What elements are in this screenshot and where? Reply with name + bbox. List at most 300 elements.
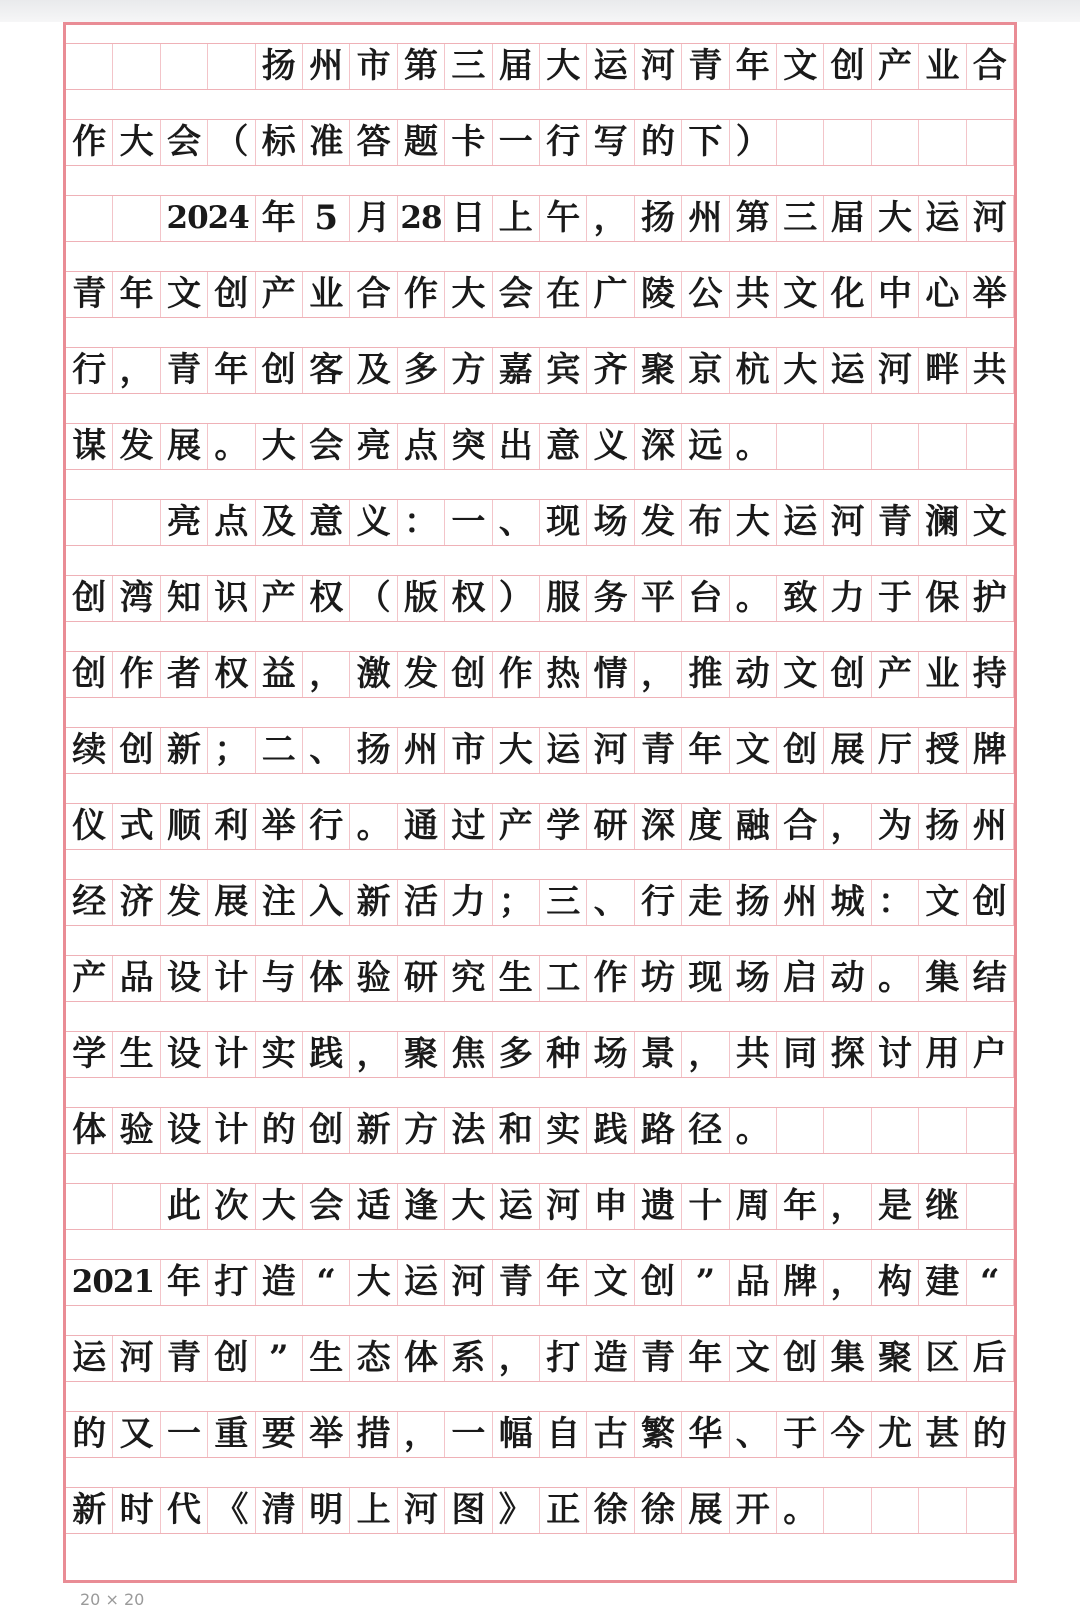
grid-row — [66, 1411, 1014, 1458]
grid-cell: 又 — [113, 1412, 160, 1457]
grid-cell: 河 — [967, 196, 1014, 241]
grid-cell: 第 — [730, 196, 777, 241]
grid-cell: 致 — [777, 576, 824, 621]
grid-cell — [872, 1108, 919, 1153]
grid-cell — [66, 500, 113, 545]
grid-cell: 化 — [824, 272, 871, 317]
grid-cell: 多 — [398, 348, 445, 393]
grid-cell — [777, 120, 824, 165]
grid-cell: 》 — [493, 1488, 540, 1533]
grid-cell: 写 — [587, 120, 634, 165]
grid-cell: 创 — [445, 652, 492, 697]
grid-cell: 体 — [66, 1108, 113, 1153]
grid-cell: 会 — [161, 120, 208, 165]
grid-cell: 产 — [256, 272, 303, 317]
grid-cell: 用 — [919, 1032, 966, 1077]
grid-cell: 文 — [777, 652, 824, 697]
grid-cell: 文 — [967, 500, 1014, 545]
grid-cell — [967, 1108, 1014, 1153]
grid-cell: 究 — [445, 956, 492, 1001]
grid-cell: 保 — [919, 576, 966, 621]
grid-cell: 活 — [398, 880, 445, 925]
grid-cell: 午 — [540, 196, 587, 241]
grid-cell: 运 — [398, 1260, 445, 1305]
grid-cell: 河 — [113, 1336, 160, 1381]
grid-cell: 作 — [493, 652, 540, 697]
grid-cell: 热 — [540, 652, 587, 697]
grid-cell: 计 — [208, 1032, 255, 1077]
grid-cell: 开 — [730, 1488, 777, 1533]
grid-cell: 通 — [398, 804, 445, 849]
grid-cell: 造 — [587, 1336, 634, 1381]
grid-cell: 运 — [824, 348, 871, 393]
grid-cell: 青 — [161, 1336, 208, 1381]
grid-cell: 新 — [350, 1108, 397, 1153]
grid-cell: ， — [824, 804, 871, 849]
grid-cell: 大 — [730, 500, 777, 545]
grid-cell: 亮 — [350, 424, 397, 469]
grid-cell: 济 — [113, 880, 160, 925]
grid-cell: 年 — [730, 44, 777, 89]
grid-cell: ， — [493, 1336, 540, 1381]
grid-cell: 谋 — [66, 424, 113, 469]
grid-cell: 自 — [540, 1412, 587, 1457]
grid-cell: 。 — [730, 424, 777, 469]
grid-cell: 州 — [303, 44, 350, 89]
grid-cell: 文 — [777, 44, 824, 89]
grid-cell: ， — [587, 196, 634, 241]
grid-cell: 计 — [208, 956, 255, 1001]
grid-cell: 打 — [540, 1336, 587, 1381]
grid-cell: 的 — [967, 1412, 1014, 1457]
grid-cell: 情 — [587, 652, 634, 697]
grid-cell: 展 — [682, 1488, 729, 1533]
grid-cell: 出 — [493, 424, 540, 469]
grid-cell: 续 — [66, 728, 113, 773]
grid-cell: 准 — [303, 120, 350, 165]
grid-cell — [919, 424, 966, 469]
grid-cell: 创 — [208, 272, 255, 317]
grid-cell: 聚 — [398, 1032, 445, 1077]
grid-cell: 举 — [303, 1412, 350, 1457]
grid-cell: 河 — [445, 1260, 492, 1305]
grid-cell: 景 — [635, 1032, 682, 1077]
grid-cell: 。 — [777, 1488, 824, 1533]
grid-cell: 文 — [919, 880, 966, 925]
grid-cell: 展 — [161, 424, 208, 469]
grid-cell — [967, 120, 1014, 165]
grid-cell: 正 — [540, 1488, 587, 1533]
grid-cell: 措 — [350, 1412, 397, 1457]
grid-cell: 践 — [587, 1108, 634, 1153]
grid-row — [66, 727, 1014, 774]
grid-cell: 场 — [730, 956, 777, 1001]
grid-cell: 动 — [730, 652, 777, 697]
grid-cell: 心 — [919, 272, 966, 317]
grid-row — [66, 119, 1014, 166]
grid-cell: 尤 — [872, 1412, 919, 1457]
grid-cell: 结 — [967, 956, 1014, 1001]
grid-row — [66, 955, 1014, 1002]
grid-cell: 陵 — [635, 272, 682, 317]
grid-cell: 设 — [161, 1032, 208, 1077]
grid-cell: 式 — [113, 804, 160, 849]
grid-cell: 扬 — [635, 196, 682, 241]
grid-cell: 识 — [208, 576, 255, 621]
grid-cell: 生 — [493, 956, 540, 1001]
grid-cell: 今 — [824, 1412, 871, 1457]
grid-cell: 创 — [113, 728, 160, 773]
grid-cell: 湾 — [113, 576, 160, 621]
grid-cell: ， — [303, 652, 350, 697]
grid-cell: 大 — [445, 272, 492, 317]
grid-cell: 产 — [493, 804, 540, 849]
grid-cell: 亮 — [161, 500, 208, 545]
grid-cell: 行 — [303, 804, 350, 849]
grid-cell: 河 — [872, 348, 919, 393]
grid-cell: 创 — [824, 652, 871, 697]
grid-cell: 业 — [919, 652, 966, 697]
grid-cell: 产 — [872, 44, 919, 89]
grid-cell: 继 — [919, 1184, 966, 1229]
grid-cell: 激 — [350, 652, 397, 697]
grid-row — [66, 195, 1014, 242]
grid-cell: 法 — [445, 1108, 492, 1153]
grid-cell: 创 — [303, 1108, 350, 1153]
grid-cell: 图 — [445, 1488, 492, 1533]
grid-cell: 径 — [682, 1108, 729, 1153]
grid-cell: 市 — [445, 728, 492, 773]
grid-size-label: 20 × 20 — [80, 1590, 145, 1609]
answer-sheet-grid — [63, 22, 1017, 1583]
grid-cell: 发 — [161, 880, 208, 925]
grid-cell: 此 — [161, 1184, 208, 1229]
grid-cell: 打 — [208, 1260, 255, 1305]
grid-cell: （ — [350, 576, 397, 621]
grid-cell: 会 — [303, 424, 350, 469]
grid-cell: 三 — [777, 196, 824, 241]
grid-cell: 知 — [161, 576, 208, 621]
grid-cell: 标 — [256, 120, 303, 165]
grid-cell: 华 — [682, 1412, 729, 1457]
grid-cell: 生 — [303, 1336, 350, 1381]
grid-cell: 方 — [445, 348, 492, 393]
grid-cell: 州 — [398, 728, 445, 773]
grid-cell — [967, 1184, 1014, 1229]
grid-cell: 举 — [967, 272, 1014, 317]
grid-cell: 扬 — [730, 880, 777, 925]
grid-cell: 杭 — [730, 348, 777, 393]
grid-cell: 甚 — [919, 1412, 966, 1457]
grid-cell: 深 — [635, 804, 682, 849]
grid-row — [66, 651, 1014, 698]
grid-cell: 权 — [303, 576, 350, 621]
grid-cell: 大 — [350, 1260, 397, 1305]
grid-cell: 路 — [635, 1108, 682, 1153]
grid-row — [66, 803, 1014, 850]
grid-cell: 户 — [967, 1032, 1014, 1077]
grid-cell: 运 — [919, 196, 966, 241]
grid-cell: 共 — [730, 272, 777, 317]
grid-cell: 一 — [445, 1412, 492, 1457]
grid-cell: “ — [967, 1260, 1014, 1305]
grid-cell: 深 — [635, 424, 682, 469]
grid-cell: 及 — [350, 348, 397, 393]
grid-row — [66, 271, 1014, 318]
grid-cell: 现 — [540, 500, 587, 545]
grid-cell: 态 — [350, 1336, 397, 1381]
grid-cell: ” — [256, 1336, 303, 1381]
grid-row — [66, 575, 1014, 622]
grid-cell: 造 — [256, 1260, 303, 1305]
grid-cell: 大 — [445, 1184, 492, 1229]
grid-cell: 作 — [398, 272, 445, 317]
grid-cell: 逢 — [398, 1184, 445, 1229]
viewer-top-bar — [0, 0, 1080, 22]
grid-cell: 创 — [256, 348, 303, 393]
grid-cell: 产 — [256, 576, 303, 621]
grid-cell: 行 — [635, 880, 682, 925]
grid-cell: 设 — [161, 956, 208, 1001]
grid-cell: 经 — [66, 880, 113, 925]
grid-cell: 创 — [66, 576, 113, 621]
grid-cell: 业 — [303, 272, 350, 317]
grid-cell: 运 — [493, 1184, 540, 1229]
grid-cell: 利 — [208, 804, 255, 849]
grid-cell: 一 — [493, 120, 540, 165]
grid-cell: 创 — [635, 1260, 682, 1305]
grid-cell: 服 — [540, 576, 587, 621]
grid-cell: 创 — [967, 880, 1014, 925]
grid-cell: 产 — [66, 956, 113, 1001]
grid-cell: 发 — [635, 500, 682, 545]
grid-cell: 后 — [967, 1336, 1014, 1381]
grid-cell: 场 — [587, 500, 634, 545]
grid-cell: 义 — [350, 500, 397, 545]
grid-cell: 讨 — [872, 1032, 919, 1077]
grid-cell: 牌 — [967, 728, 1014, 773]
grid-cell: 青 — [493, 1260, 540, 1305]
grid-cell: 的 — [66, 1412, 113, 1457]
grid-cell: 公 — [682, 272, 729, 317]
grid-cell: 一 — [161, 1412, 208, 1457]
grid-cell: 大 — [540, 44, 587, 89]
grid-cell: 大 — [872, 196, 919, 241]
grid-cell: 聚 — [872, 1336, 919, 1381]
grid-cell: 申 — [587, 1184, 634, 1229]
grid-cell: 河 — [540, 1184, 587, 1229]
grid-cell: ； — [208, 728, 255, 773]
grid-cell: 发 — [113, 424, 160, 469]
grid-cell: 创 — [777, 728, 824, 773]
grid-cell: 体 — [303, 956, 350, 1001]
grid-cell: 合 — [350, 272, 397, 317]
grid-row — [66, 1259, 1014, 1306]
grid-cell: 新 — [350, 880, 397, 925]
grid-cell: ， — [398, 1412, 445, 1457]
grid-cell: 客 — [303, 348, 350, 393]
grid-cell — [824, 424, 871, 469]
grid-cell: 聚 — [635, 348, 682, 393]
grid-cell: 义 — [587, 424, 634, 469]
grid-cell: 题 — [398, 120, 445, 165]
grid-cell: 产 — [872, 652, 919, 697]
grid-cell: 2021 — [66, 1260, 161, 1305]
grid-cell: 的 — [635, 120, 682, 165]
grid-cell: 年 — [682, 1336, 729, 1381]
grid-cell: 品 — [730, 1260, 777, 1305]
grid-cell — [777, 1108, 824, 1153]
grid-cell: 中 — [872, 272, 919, 317]
grid-cell: 年 — [113, 272, 160, 317]
grid-cell: 青 — [161, 348, 208, 393]
grid-cell — [872, 424, 919, 469]
grid-cell: 城 — [824, 880, 871, 925]
grid-cell: 创 — [66, 652, 113, 697]
grid-cell: 澜 — [919, 500, 966, 545]
grid-cell: （ — [208, 120, 255, 165]
grid-cell: 适 — [350, 1184, 397, 1229]
grid-cell: 。 — [350, 804, 397, 849]
grid-cell: 同 — [777, 1032, 824, 1077]
grid-cell: 明 — [303, 1488, 350, 1533]
grid-cell: 力 — [445, 880, 492, 925]
grid-cell: 顺 — [161, 804, 208, 849]
grid-cell: 届 — [493, 44, 540, 89]
grid-cell — [66, 196, 113, 241]
grid-cell: 答 — [350, 120, 397, 165]
grid-cell: 实 — [256, 1032, 303, 1077]
grid-cell: 大 — [493, 728, 540, 773]
grid-cell: 版 — [398, 576, 445, 621]
grid-cell: 州 — [967, 804, 1014, 849]
grid-cell: 。 — [872, 956, 919, 1001]
grid-cell: 周 — [730, 1184, 777, 1229]
grid-cell: 运 — [540, 728, 587, 773]
grid-cell: 州 — [777, 880, 824, 925]
grid-cell: 焦 — [445, 1032, 492, 1077]
grid-cell: 品 — [113, 956, 160, 1001]
grid-cell: 届 — [824, 196, 871, 241]
grid-cell: 上 — [493, 196, 540, 241]
grid-row — [66, 879, 1014, 926]
grid-cell: 创 — [777, 1336, 824, 1381]
grid-cell: 大 — [113, 120, 160, 165]
grid-cell: 意 — [303, 500, 350, 545]
grid-cell: 运 — [587, 44, 634, 89]
grid-cell: 研 — [398, 956, 445, 1001]
grid-cell: 为 — [872, 804, 919, 849]
grid-cell: ， — [635, 652, 682, 697]
grid-cell: 共 — [967, 348, 1014, 393]
grid-cell: 扬 — [350, 728, 397, 773]
grid-cell: 权 — [208, 652, 255, 697]
grid-cell — [919, 120, 966, 165]
grid-cell: 集 — [919, 956, 966, 1001]
grid-cell: 合 — [777, 804, 824, 849]
grid-cell: 验 — [113, 1108, 160, 1153]
grid-cell — [113, 500, 160, 545]
grid-cell: 会 — [303, 1184, 350, 1229]
grid-cell: 探 — [824, 1032, 871, 1077]
grid-cell — [919, 1108, 966, 1153]
grid-cell — [872, 120, 919, 165]
grid-cell: 研 — [587, 804, 634, 849]
grid-cell: 繁 — [635, 1412, 682, 1457]
grid-cell: 青 — [872, 500, 919, 545]
grid-cell: 远 — [682, 424, 729, 469]
grid-cell: 现 — [682, 956, 729, 1001]
grid-cell: 践 — [303, 1032, 350, 1077]
grid-cell: ” — [682, 1260, 729, 1305]
grid-cell: 年 — [540, 1260, 587, 1305]
grid-cell: 。 — [730, 576, 777, 621]
grid-cell: 种 — [540, 1032, 587, 1077]
grid-cell: 创 — [824, 44, 871, 89]
grid-cell: 推 — [682, 652, 729, 697]
grid-cell: 举 — [256, 804, 303, 849]
grid-cell: 作 — [66, 120, 113, 165]
grid-cell: 文 — [730, 1336, 777, 1381]
grid-cell: 。 — [208, 424, 255, 469]
grid-cell: 集 — [824, 1336, 871, 1381]
grid-cell: 布 — [682, 500, 729, 545]
grid-cell: 益 — [256, 652, 303, 697]
grid-cell: ， — [682, 1032, 729, 1077]
grid-cell: 突 — [445, 424, 492, 469]
grid-cell: 徐 — [587, 1488, 634, 1533]
grid-cell: 行 — [66, 348, 113, 393]
grid-cell: 文 — [730, 728, 777, 773]
grid-cell: 业 — [919, 44, 966, 89]
grid-cell: 一 — [445, 500, 492, 545]
grid-cell: “ — [303, 1260, 350, 1305]
grid-cell: 在 — [540, 272, 587, 317]
grid-cell: 务 — [587, 576, 634, 621]
grid-cell: 新 — [66, 1488, 113, 1533]
grid-cell: 仪 — [66, 804, 113, 849]
grid-cell: 重 — [208, 1412, 255, 1457]
grid-cell: 生 — [113, 1032, 160, 1077]
grid-row — [66, 1487, 1014, 1534]
grid-cell — [967, 1488, 1014, 1533]
grid-cell: 新 — [161, 728, 208, 773]
grid-cell: 牌 — [777, 1260, 824, 1305]
grid-cell: 代 — [161, 1488, 208, 1533]
grid-cell: 青 — [682, 44, 729, 89]
grid-cell: 建 — [919, 1260, 966, 1305]
grid-cell: 河 — [635, 44, 682, 89]
grid-cell: 三 — [540, 880, 587, 925]
grid-cell: 徐 — [635, 1488, 682, 1533]
grid-cell: 实 — [540, 1108, 587, 1153]
grid-cell: 区 — [919, 1336, 966, 1381]
grid-cell: 、 — [587, 880, 634, 925]
grid-cell: 护 — [967, 576, 1014, 621]
grid-cell: 畔 — [919, 348, 966, 393]
grid-cell: 持 — [967, 652, 1014, 697]
grid-cell: 展 — [824, 728, 871, 773]
grid-cell: 会 — [493, 272, 540, 317]
grid-cell: 市 — [350, 44, 397, 89]
grid-cell: 厅 — [872, 728, 919, 773]
grid-cell: 创 — [208, 1336, 255, 1381]
grid-cell: 《 — [208, 1488, 255, 1533]
grid-row — [66, 347, 1014, 394]
grid-cell — [777, 424, 824, 469]
grid-cell: 展 — [208, 880, 255, 925]
grid-cell: 融 — [730, 804, 777, 849]
